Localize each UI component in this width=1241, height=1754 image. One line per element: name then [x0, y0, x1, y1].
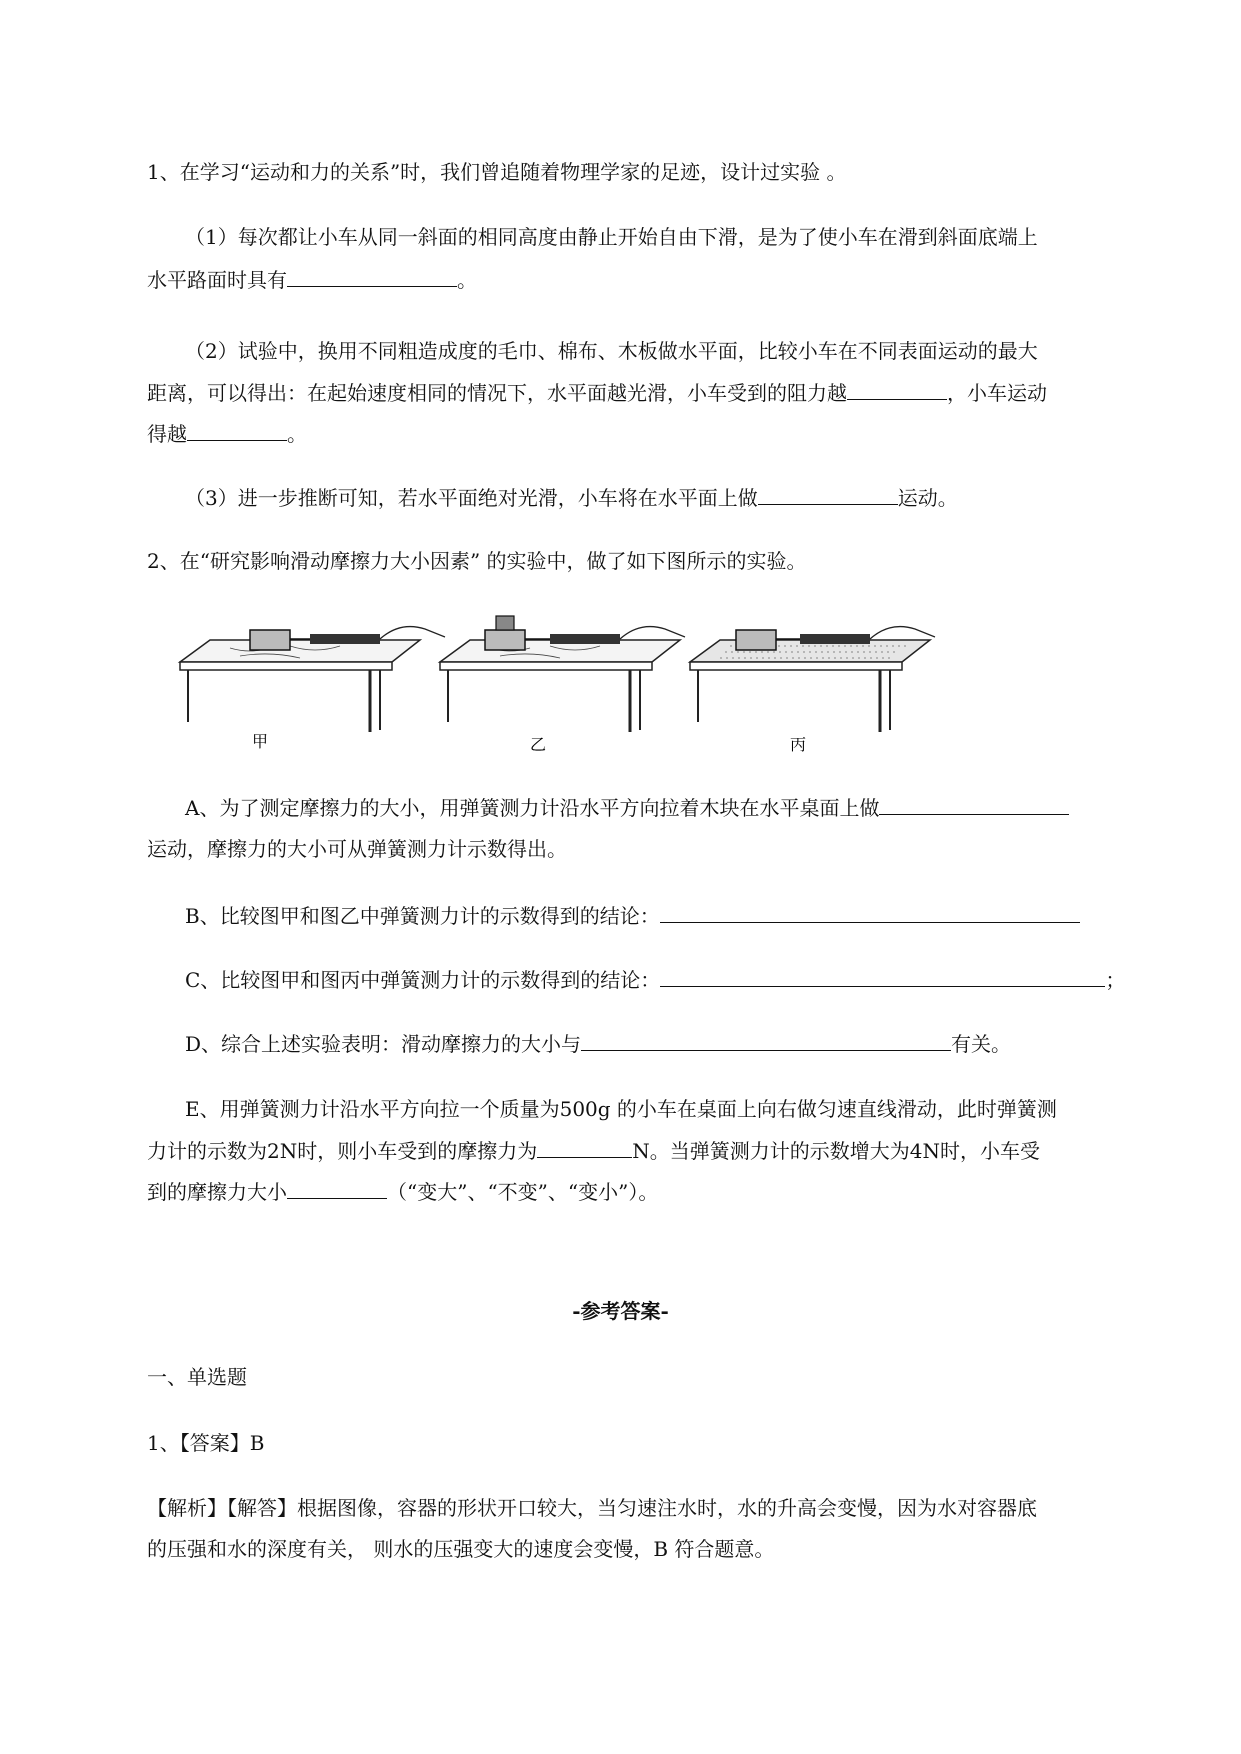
q2-E-blank2 [287, 1176, 387, 1199]
experiment-figure [170, 612, 1020, 752]
q2-C [185, 964, 1125, 995]
q1-part1-end: 。 [457, 268, 477, 292]
answer-analysis-line1: 【解析】【解答】根据图像，容器的形状开口较大，当匀速注水时，水的升高会变慢，因为水对容器底 [147, 1496, 1037, 1520]
q2-D-end: 有关。 [951, 1032, 1012, 1056]
q2-A-text: A、为了测定摩擦力的大小，用弹簧测力计沿水平方向拉着木块在水平桌面上做 [185, 796, 880, 820]
q1-part3-end: 运动。 [897, 486, 958, 510]
figure-label-jia: 甲 [252, 732, 269, 751]
figure-label-bing: 丙 [790, 735, 807, 752]
answer-heading: -参考答案- [572, 1299, 669, 1323]
q2-E-blank1 [537, 1135, 632, 1158]
q1-part2-blank2 [187, 418, 287, 441]
q1-part3-text: （3）进一步推断可知，若水平面绝对光滑，小车将在水平面上做 [185, 486, 758, 510]
q1-part2-line2 [147, 377, 1047, 408]
q2-A-line1 [185, 792, 1069, 823]
q1-part3 [185, 482, 958, 513]
q2-E-text3b: （“变大”、“不变”、“变小”）。 [387, 1180, 659, 1204]
q2-A-blank [879, 792, 1069, 815]
q2-D-text: D、综合上述实验表明：滑动摩擦力的大小与 [185, 1032, 582, 1056]
q1-stem: 1、在学习“运动和力的关系”时，我们曾追随着物理学家的足迹，设计过实验 。 [147, 160, 847, 184]
figure-label-yi: 乙 [530, 735, 547, 752]
answer-analysis-line2: 的压强和水的深度有关， 则水的压强变大的速度会变慢，B 符合题意。 [147, 1537, 775, 1561]
q2-B-text: B、比较图甲和图乙中弹簧测力计的示数得到的结论： [185, 904, 660, 928]
q1-part2-end: 。 [287, 422, 307, 446]
answer-section-title: 一、单选题 [147, 1365, 247, 1389]
q2-E-text3: 到的摩擦力大小 [147, 1180, 287, 1204]
q2-A-line2: 运动，摩擦力的大小可从弹簧测力计示数得出。 [147, 837, 567, 861]
q1-part2-blank1 [847, 377, 947, 400]
q2-C-text: C、比较图甲和图丙中弹簧测力计的示数得到的结论： [185, 968, 661, 992]
q2-D [185, 1028, 1011, 1059]
answer-1: 1、【答案】B [147, 1431, 265, 1455]
q1-part3-blank [758, 482, 898, 505]
q2-stem: 2、在“研究影响滑动摩擦力大小因素” 的实验中，做了如下图所示的实验。 [147, 549, 807, 573]
q2-E-line3 [147, 1176, 658, 1207]
q1-part2-line3 [147, 418, 307, 449]
q1-part2-text2: ，小车运动 [947, 381, 1047, 405]
q1-part2-text: 距离，可以得出：在起始速度相同的情况下，水平面越光滑，小车受到的阻力越 [147, 381, 847, 405]
q1-part1-line2 [147, 264, 477, 295]
q2-D-blank [581, 1028, 951, 1051]
q1-part1-text: 水平路面时具有 [147, 268, 287, 292]
q2-E-text2: 力计的示数为2N时，则小车受到的摩擦力为 [147, 1139, 538, 1163]
q1-part1-blank [287, 264, 457, 287]
q2-B-blank [660, 900, 1080, 923]
q2-E-line1: E、用弹簧测力计沿水平方向拉一个质量为500g 的小车在桌面上向右做匀速直线滑动，此时弹簧测 [185, 1097, 1057, 1121]
q2-C-end: ； [1105, 968, 1126, 992]
q1-part2-line1: （2）试验中，换用不同粗造成度的毛巾、棉布、木板做水平面，比较小车在不同表面运动的最大 [185, 339, 1038, 363]
setup-yi [440, 616, 685, 732]
q2-B [185, 900, 1080, 931]
q2-C-blank [660, 964, 1105, 987]
setup-jia [180, 627, 445, 732]
setup-bing [690, 627, 935, 732]
q1-part2-text3: 得越 [147, 422, 187, 446]
q2-E-line2 [147, 1135, 1040, 1166]
q2-E-text2b: N。当弹簧测力计的示数增大为4N时，小车受 [632, 1139, 1040, 1163]
q1-part1-line1: （1）每次都让小车从同一斜面的相同高度由静止开始自由下滑，是为了使小车在滑到斜面底端上 [185, 225, 1038, 249]
